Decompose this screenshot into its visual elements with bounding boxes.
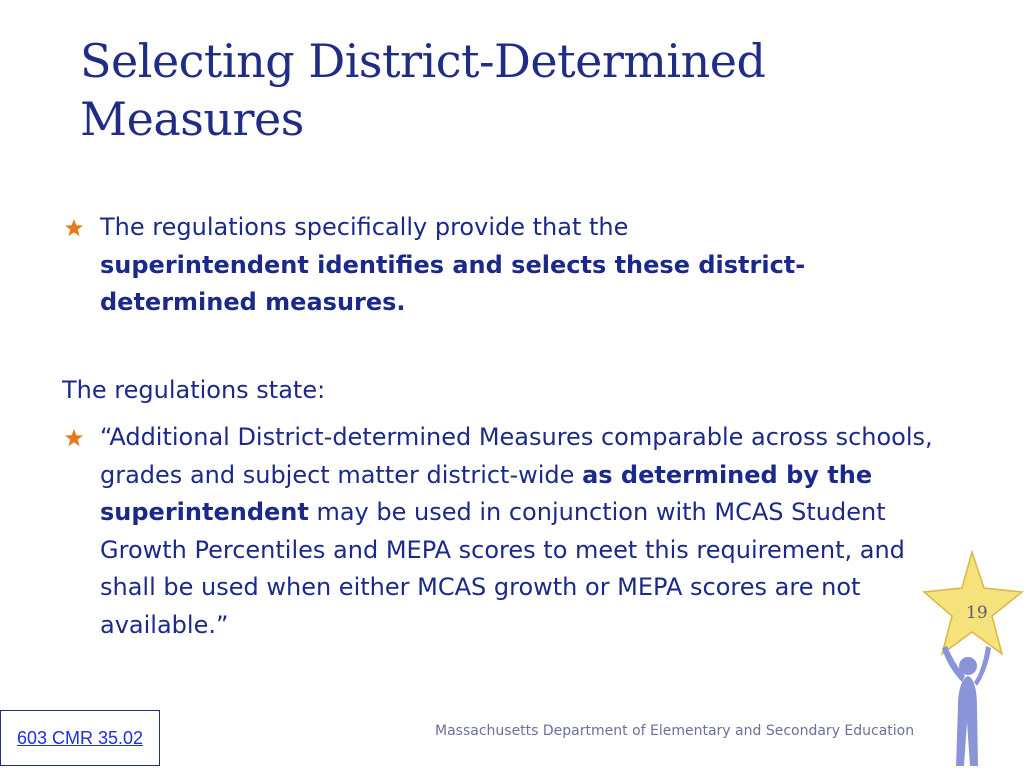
bullet-item-2: [64, 419, 944, 644]
bullet-text-1: [100, 209, 924, 322]
citation-box[interactable]: [0, 710, 160, 766]
bullet-2-plain-1: “Additional District-determined Measures comparable across schools, grades and subject matter district-wide: [100, 423, 933, 489]
bullet-2-bold: as determined by the superintendent: [100, 460, 873, 526]
bullet-item-1: [64, 209, 924, 322]
slide-title: Selecting District-Determined Measures: [80, 34, 766, 146]
bullet-1-bold: superintendent identifies and selects these district-determined measures.: [100, 250, 806, 316]
mascot-figure: [942, 646, 991, 766]
citation-link[interactable]: 603 CMR 35.02: [16, 727, 144, 748]
page-number: 19: [966, 603, 988, 623]
star-mascot-icon: [922, 550, 1024, 768]
footer-organization: Massachusetts Department of Elementary and Secondary Education: [435, 723, 915, 739]
bullet-text-2: [100, 419, 944, 644]
star-bullet-icon: [64, 218, 84, 238]
bullet-2-plain-2: may be used in conjunction with MCAS Student Growth Percentiles and MEPA scores to meet this requirement, and shall be used when either MCAS growth or MEPA scores are not available.”: [100, 498, 905, 639]
bullet-1-plain: The regulations specifically provide that the: [100, 213, 629, 241]
regulations-state-label: The regulations state:: [62, 376, 326, 404]
star-bullet-icon: [64, 428, 84, 448]
